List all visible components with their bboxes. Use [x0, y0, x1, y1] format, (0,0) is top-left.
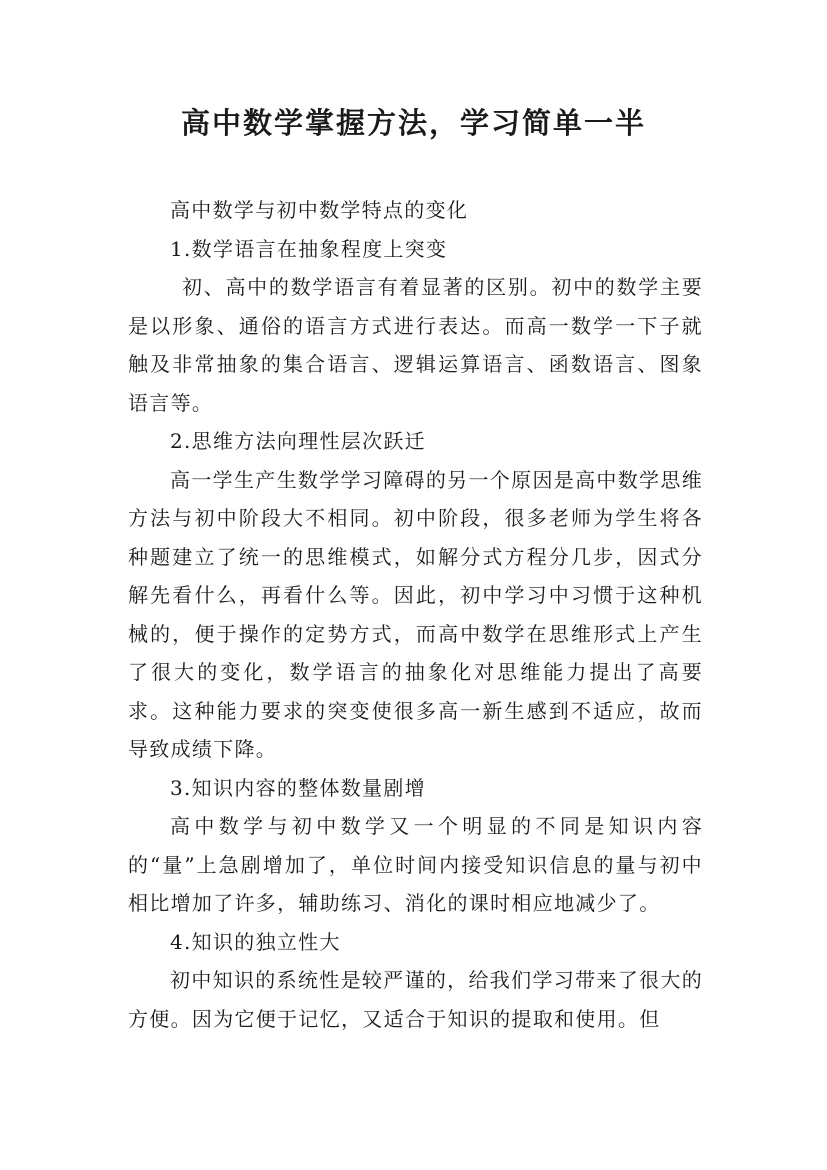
- subheading-3: 3.知识内容的整体数量剧增: [170, 775, 426, 800]
- subheading-1: 1.数学语言在抽象程度上突变: [170, 236, 448, 261]
- subheading-4: 4.知识的独立性大: [170, 929, 341, 954]
- body-paragraph-4: 初中知识的系统性是较严谨的，给我们学习带来了很大的方便。因为它便于记忆，又适合于知识的提取和使用。但: [128, 968, 703, 1031]
- document-title: 高中数学掌握方法，学习简单一半: [180, 106, 646, 140]
- body-paragraph-1: 初、高中的数学语言有着显著的区别。初中的数学主要是以形象、通俗的语言方式进行表达。而高一数学一下子就触及非常抽象的集合语言、逻辑运算语言、函数语言、图象语言等。: [128, 275, 703, 415]
- section-heading: 高中数学与初中数学特点的变化: [170, 198, 469, 222]
- document-body: [128, 191, 703, 1038]
- body-paragraph-2: 高一学生产生数学学习障碍的另一个原因是高中数学思维方法与初中阶段大不相同。初中阶段，很多老师为学生将各种题建立了统一的思维模式，如解分式方程分几步，因式分解先看什么，再看什么等。因此，初中学习中习惯于这种机械的，便于操作的定势方式，而高中数学在思维形式上产生了很大的变化，数学语言的抽象化对思维能力提出了高要求。这种能力要求的突变使很多高一新生感到不适应，故而导致成绩下降。: [128, 467, 703, 761]
- subheading-2: 2.思维方法向理性层次跃迁: [170, 429, 426, 453]
- body-paragraph-3: 高中数学与初中数学又一个明显的不同是知识内容的“量”上急剧增加了，单位时间内接受知识信息的量与初中相比增加了许多，辅助练习、消化的课时相应地减少了。: [128, 814, 703, 915]
